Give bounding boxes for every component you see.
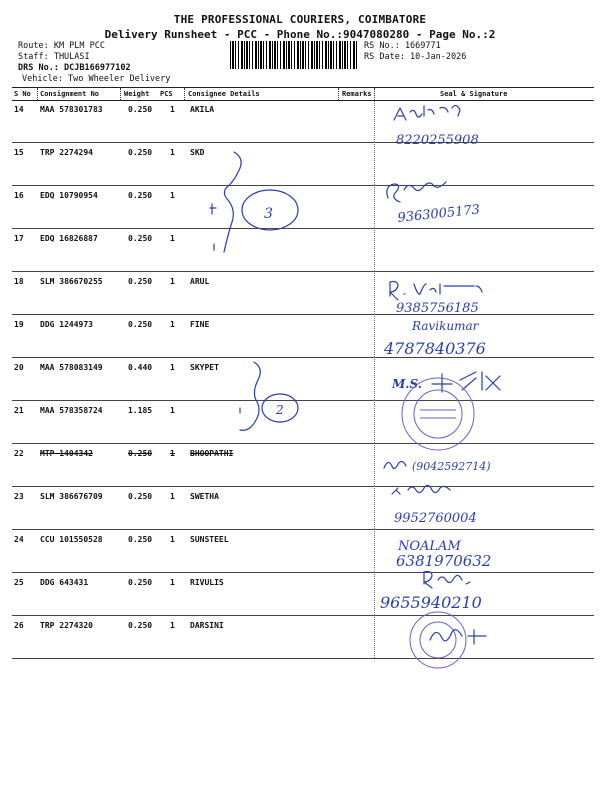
row-pcs: 1 xyxy=(170,449,175,458)
row-sno: 15 xyxy=(14,148,24,157)
row-pcs: 1 xyxy=(170,535,175,544)
table-row xyxy=(12,99,594,143)
row-consignee: BHOOPATHI xyxy=(190,449,234,458)
row-sno: 14 xyxy=(14,105,24,114)
drs-text: DRS No.: DCJB166977102 xyxy=(18,63,131,73)
row-pcs: 1 xyxy=(170,363,175,372)
row-consignee: SUNSTEEL xyxy=(190,535,229,544)
row-consignment: SLM 386676709 xyxy=(40,492,103,501)
meta-left xyxy=(18,41,170,85)
runsheet-title: THE PROFESSIONAL COURIERS, COIMBATORE xyxy=(173,13,427,26)
name-24: NOALAM xyxy=(398,539,461,554)
rs-date: RS Date: 10-Jan-2026 xyxy=(364,52,467,62)
row-sno: 22 xyxy=(14,449,24,458)
row-consignment: MAA 578358724 xyxy=(40,406,103,415)
table-row xyxy=(12,357,594,401)
staff-text: Staff: THULASI xyxy=(18,52,90,62)
row-pcs: 1 xyxy=(170,578,175,587)
row-pcs: 1 xyxy=(170,148,175,157)
row-sno: 16 xyxy=(14,191,24,200)
phone-14: 8220255908 xyxy=(396,133,479,148)
row-consignee: SKD xyxy=(190,148,205,157)
row-consignee: SKYPET xyxy=(190,363,219,372)
row-pcs: 1 xyxy=(170,191,175,200)
row-consignment: EDQ 10790954 xyxy=(40,191,98,200)
row-consignee: FINE xyxy=(190,320,210,329)
row-sno: 19 xyxy=(14,320,24,329)
mark-16: 3 xyxy=(264,206,273,222)
col-pcs: PCS xyxy=(160,90,173,98)
row-sno: 25 xyxy=(14,578,24,587)
row-weight: 0.250 xyxy=(128,449,153,458)
row-pcs: 1 xyxy=(170,492,175,501)
row-weight: 0.250 xyxy=(128,148,153,157)
row-weight: 0.250 xyxy=(128,578,153,587)
row-sno: 23 xyxy=(14,492,24,501)
row-pcs: 1 xyxy=(170,105,175,114)
row-sno: 24 xyxy=(14,535,24,544)
row-consignment: CCU 101550528 xyxy=(40,535,103,544)
row-consignee: DARSINI xyxy=(190,621,224,630)
row-weight: 0.250 xyxy=(128,105,153,114)
row-weight: 0.250 xyxy=(128,535,153,544)
row-pcs: 1 xyxy=(170,320,175,329)
phone-18: 9385756185 xyxy=(396,301,479,316)
row-sno: 18 xyxy=(14,277,24,286)
table-row xyxy=(12,271,594,315)
row-sno: 26 xyxy=(14,621,24,630)
table-row xyxy=(12,400,594,444)
row-consignment: DDG 643431 xyxy=(40,578,89,587)
phone-16: 9363005173 xyxy=(396,202,481,226)
row-consignment: TRP 2274294 xyxy=(40,148,93,157)
mark-21: 2 xyxy=(276,403,284,417)
rs-number: RS No.: 1669771 xyxy=(364,41,441,51)
row-weight: 0.250 xyxy=(128,277,153,286)
row-pcs: 1 xyxy=(170,621,175,630)
row-consignment: SLM 386670255 xyxy=(40,277,103,286)
table-row xyxy=(12,486,594,530)
table-row xyxy=(12,185,594,229)
row-consignment: TRP 2274320 xyxy=(40,621,93,630)
table-row xyxy=(12,314,594,358)
barcode-image xyxy=(230,41,358,69)
row-weight: 0.250 xyxy=(128,191,153,200)
table-row xyxy=(12,443,594,487)
col-consignment: Consignment No xyxy=(40,90,100,98)
col-consignee: Consignee Details xyxy=(188,90,260,98)
note-20: M.S. xyxy=(392,377,422,391)
table-row xyxy=(12,529,594,573)
table-row xyxy=(12,142,594,186)
row-consignee: RIVULIS xyxy=(190,578,224,587)
col-sno: S No xyxy=(14,90,31,98)
row-weight: 0.250 xyxy=(128,492,153,501)
runsheet-table xyxy=(12,87,594,653)
row-consignment: DDG 1244973 xyxy=(40,320,93,329)
row-sno: 20 xyxy=(14,363,24,372)
col-signature: Seal & Signature xyxy=(440,90,508,98)
note-22: (9042592714) xyxy=(412,460,491,473)
row-weight: 0.250 xyxy=(128,320,153,329)
route-text: Route: KM PLM PCC xyxy=(18,41,105,51)
row-consignment: MAA 578301783 xyxy=(40,105,103,114)
phone-23: 9952760004 xyxy=(394,511,477,526)
table-row xyxy=(12,228,594,272)
row-sno: 17 xyxy=(14,234,24,243)
row-weight: 0.250 xyxy=(128,234,153,243)
phone-19: 4787840376 xyxy=(384,339,486,358)
row-consignment: EDQ 16826887 xyxy=(40,234,98,243)
row-pcs: 1 xyxy=(170,234,175,243)
table-row xyxy=(12,572,594,616)
row-pcs: 1 xyxy=(170,406,175,415)
meta-right xyxy=(364,41,466,63)
phone-24: 6381970632 xyxy=(396,552,492,570)
name-19: Ravikumar xyxy=(412,319,479,333)
phone-25: 9655940210 xyxy=(380,593,482,612)
row-consignee: AKILA xyxy=(190,105,215,114)
table-row xyxy=(12,615,594,659)
row-consignee: SWETHA xyxy=(190,492,219,501)
row-consignee: ARUL xyxy=(190,277,210,286)
row-consignment: MAA 578083149 xyxy=(40,363,103,372)
row-weight: 1.185 xyxy=(128,406,153,415)
row-consignment: MTP 1404342 xyxy=(40,449,93,458)
runsheet-subtitle: Delivery Runsheet - PCC - Phone No.:9047080280 - Page No.:2 xyxy=(104,28,496,41)
vehicle-text: Vehicle: Two Wheeler Delivery xyxy=(22,74,171,84)
row-pcs: 1 xyxy=(170,277,175,286)
row-weight: 0.250 xyxy=(128,621,153,630)
row-weight: 0.440 xyxy=(128,363,153,372)
col-remarks: Remarks xyxy=(342,90,372,98)
col-weight: Weight xyxy=(124,90,150,98)
row-sno: 21 xyxy=(14,406,24,415)
